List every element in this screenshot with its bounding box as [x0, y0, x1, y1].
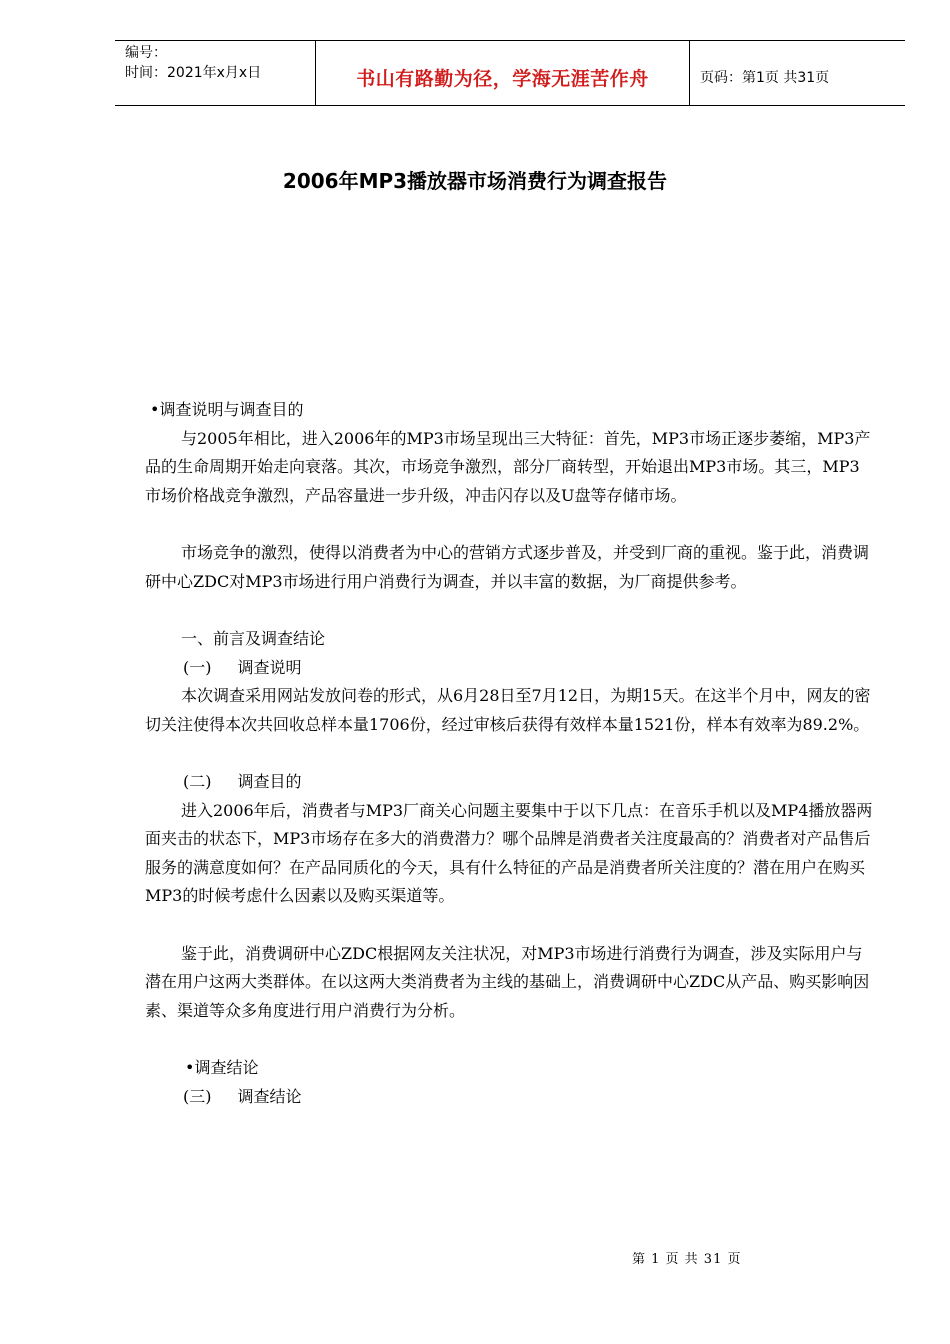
section-heading-preface: 一、前言及调查结论	[181, 629, 326, 648]
document-body	[145, 396, 875, 1111]
subheading-survey-purpose	[145, 768, 875, 797]
subheading-conclusion	[145, 1083, 875, 1112]
subheading-text: 调查目的	[237, 772, 302, 791]
subheading-text: 调查说明	[237, 657, 302, 677]
header-motto-cell	[316, 41, 690, 105]
bullet-heading-conclusion: •调查结论	[185, 1058, 259, 1077]
header-page-cell	[690, 41, 905, 105]
document-title: 2006年MP3播放器市场消费行为调查报告	[282, 169, 668, 193]
doc-number-label: 编号：	[125, 45, 167, 61]
page-header	[115, 40, 905, 106]
paragraph-survey-method: 本次调查采用网站发放问卷的形式，从6月28日至7月12日，为期15天。在这半个月中，网友的密切关注使得本次共回收总样本量1706份，经过审核后获得有效样本量1521份，样本有效率为89.2%。	[145, 686, 871, 734]
doc-time-label: 时间：2021年x月x日	[125, 65, 262, 81]
header-meta-cell	[115, 41, 316, 105]
paragraph-competition: 市场竞争的激烈，使得以消费者为中心的营销方式逐步普及，并受到厂商的重视。鉴于此，消费调研中心ZDC对MP3市场进行用户消费行为调查，并以丰富的数据，为厂商提供参考。	[145, 543, 870, 591]
spacer	[145, 911, 875, 940]
bullet-heading-survey-intro: •调查说明与调查目的	[150, 400, 304, 419]
subheading-number: (二)	[183, 772, 212, 791]
spacer	[145, 596, 875, 625]
subheading-number: (三)	[183, 1086, 212, 1106]
header-page-info: 页码：第1页 共31页	[700, 70, 830, 86]
paragraph-market-features: 与2005年相比，进入2006年的MP3市场呈现出三大特征：首先，MP3市场正逐步萎缩，MP3产品的生命周期开始走向衰落。其次，市场竞争激烈，部分厂商转型，开始退出MP3市场。其三，MP3市场价格战竞争激烈，产品容量进一步升级，冲击闪存以及U盘等存储市场。	[145, 428, 871, 505]
spacer	[145, 739, 875, 768]
subheading-survey-description	[145, 654, 875, 683]
paragraph-analysis-scope: 鉴于此，消费调研中心ZDC根据网友关注状况，对MP3市场进行消费行为调查，涉及实际用户与潜在用户这两大类群体。在以这两大类消费者为主线的基础上，消费调研中心ZDC从产品、购买影响因素、渠道等众多角度进行用户消费行为分析。	[145, 943, 870, 1020]
header-motto: 书山有路勤为径，学海无涯苦作舟	[356, 67, 649, 90]
spacer	[145, 510, 875, 539]
subheading-text: 调查结论	[237, 1086, 302, 1106]
subheading-number: (一)	[183, 657, 212, 677]
page-footer: 第 1 页 共 31 页	[632, 1252, 742, 1267]
paragraph-consumer-concerns: 进入2006年后，消费者与MP3厂商关心问题主要集中于以下几点：在音乐手机以及MP4播放器两面夹击的状态下，MP3市场存在多大的消费潜力？哪个品牌是消费者关注度最高的？消费者对产品售后服务的满意度如何？在产品同质化的今天，具有什么特征的产品是消费者所关注度的？潜在用户在购买MP3的时候考虑什么因素以及购买渠道等。	[145, 800, 873, 905]
spacer	[145, 1025, 875, 1054]
